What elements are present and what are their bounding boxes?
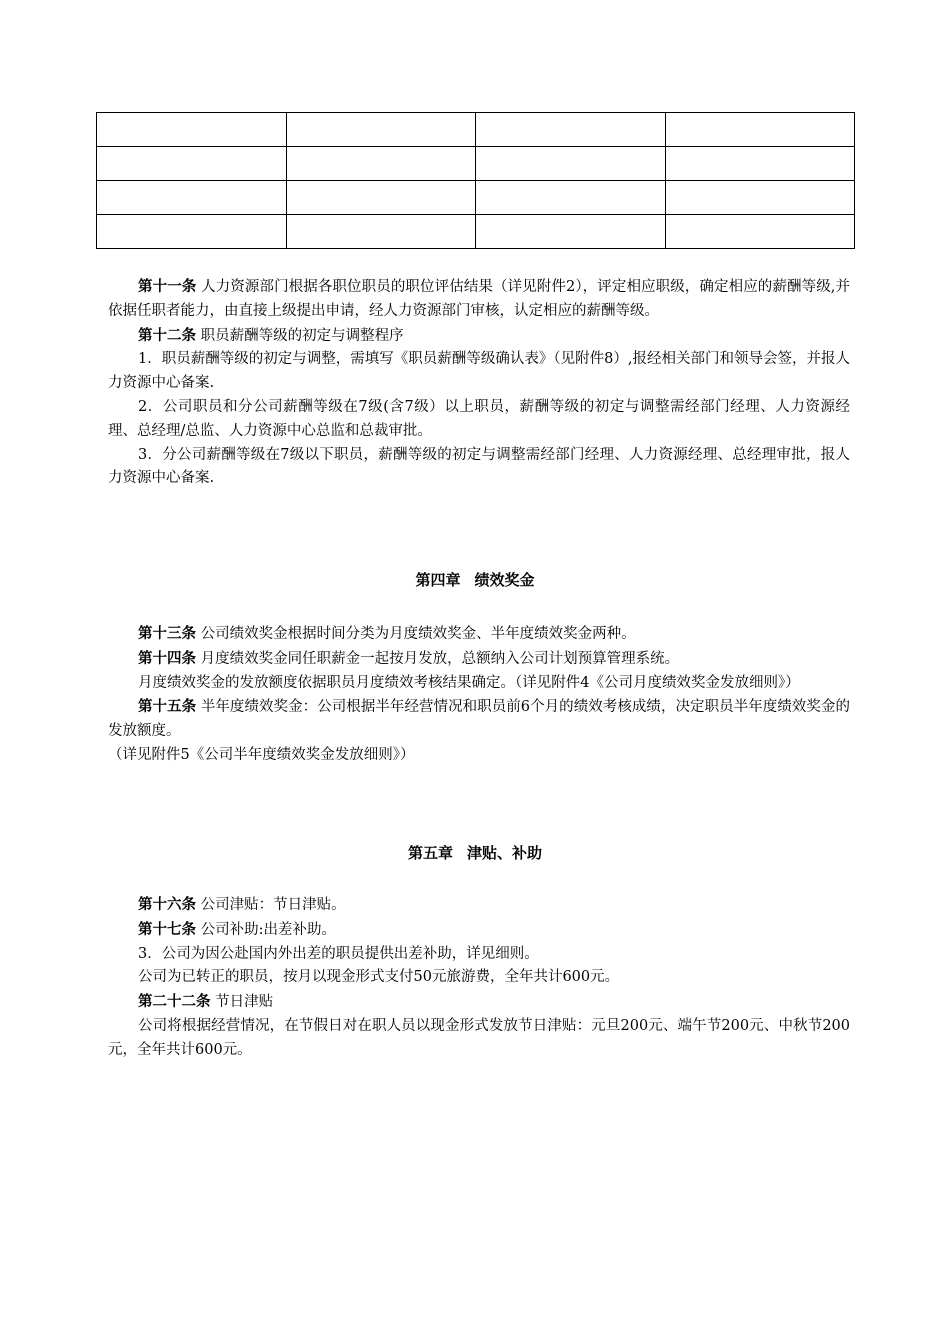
article-label: 第十六条 [138, 896, 196, 913]
section-chapter-4 [108, 622, 850, 768]
table-cell [97, 181, 287, 215]
article-text: 公司补助:出差补助。 [196, 921, 336, 938]
chapter-4-heading [0, 569, 950, 590]
table-cell [476, 181, 666, 215]
table-cell [97, 147, 287, 181]
table-cell [665, 113, 855, 147]
article-label: 第十五条 [138, 698, 197, 716]
article-12-item-2: 2．公司职员和分公司薪酬等级在7级(含7级）以上职员，薪酬等级的初定与调整需经部门经理、人力资源经理、总经理/总监、人力资源中心总监和总裁审批。 [108, 398, 850, 439]
article-12-item-3: 3．分公司薪酬等级在7级以下职员，薪酬等级的初定与调整需经部门经理、人力资源经理、总经理审批，报人力资源中心备案. [108, 446, 850, 487]
article-14-paragraph: 月度绩效奖金的发放额度依据职员月度绩效考核结果确定。（详见附件4《公司月度绩效奖金发放细则》） [138, 674, 800, 691]
article-15 [108, 695, 850, 744]
table-cell [286, 113, 476, 147]
article-12 [108, 324, 850, 349]
article-text: 公司津贴：节日津贴。 [196, 897, 346, 913]
article-label: 第十一条 [138, 278, 197, 295]
article-17 [108, 918, 850, 943]
table-body [97, 113, 855, 249]
table-cell [286, 147, 476, 181]
article-text: 月度绩效奖金同任职薪金一起按月发放，总额纳入公司计划预算管理系统。 [196, 650, 680, 667]
table-cell [97, 215, 287, 249]
empty-table [96, 112, 855, 249]
article-22 [108, 990, 850, 1015]
article-label: 第十二条 [138, 326, 196, 344]
table-cell [665, 181, 855, 215]
table-row [97, 215, 855, 249]
section-chapter-5 [108, 893, 850, 1063]
table-row [97, 181, 855, 215]
table-cell [476, 147, 666, 181]
article-13 [108, 622, 850, 647]
article-17-paragraph: 公司为已转正的职员，按月以现金形式支付50元旅游费，全年共计600元。 [138, 969, 620, 986]
article-text: 公司绩效奖金根据时间分类为月度绩效奖金、半年度绩效奖金两种。 [196, 626, 636, 642]
chapter-title: 绩效奖金 [474, 571, 535, 589]
table-cell [286, 215, 476, 249]
section-article-11-12 [108, 275, 850, 491]
chapter-number: 第四章 [415, 571, 461, 589]
article-label: 第二十二条 [138, 993, 211, 1011]
article-label: 第十七条 [138, 920, 196, 938]
article-text: 节日津贴 [210, 994, 274, 1011]
article-12-item-1: 1．职员薪酬等级的初定与调整，需填写《职员薪酬等级确认表》（见附件8）,报经相关部门和领导会签，并报人力资源中心备案. [108, 351, 850, 392]
article-label: 第十三条 [138, 625, 196, 642]
article-label: 第十四条 [138, 649, 196, 667]
table-cell [97, 113, 287, 147]
article-text: 半年度绩效奖金：公司根据半年经营情况和职员前6个月的绩效考核成绩，决定职员半年度绩效奖金的发放额度。 [108, 699, 850, 740]
table-cell [665, 215, 855, 249]
chapter-5-heading [0, 842, 950, 863]
chapter-title: 津贴、补助 [467, 844, 543, 862]
table-row [97, 113, 855, 147]
chapter-number: 第五章 [407, 844, 453, 862]
article-22-paragraph: 公司将根据经营情况，在节假日对在职人员以现金形式发放节日津贴：元旦200元、端午节200元、中秋节200元，全年共计600元。 [108, 1017, 850, 1058]
article-11 [108, 275, 850, 324]
table-cell [476, 113, 666, 147]
article-17-item-3: 3．公司为因公赴国内外出差的职员提供出差补助，详见细则。 [138, 945, 539, 962]
table-cell [286, 181, 476, 215]
table-cell [476, 215, 666, 249]
table-cell [665, 147, 855, 181]
article-15-note: （详见附件5《公司半年度绩效奖金发放细则》） [108, 746, 415, 763]
article-16 [108, 893, 850, 918]
table-row [97, 147, 855, 181]
article-text: 人力资源部门根据各职位职员的职位评估结果（详见附件2），评定相应职级，确定相应的薪酬等级,并依据任职者能力，由直接上级提出申请，经人力资源部门审核，认定相应的薪酬等级。 [108, 279, 850, 319]
article-text: 职员薪酬等级的初定与调整程序 [196, 327, 404, 344]
article-14 [108, 647, 850, 672]
